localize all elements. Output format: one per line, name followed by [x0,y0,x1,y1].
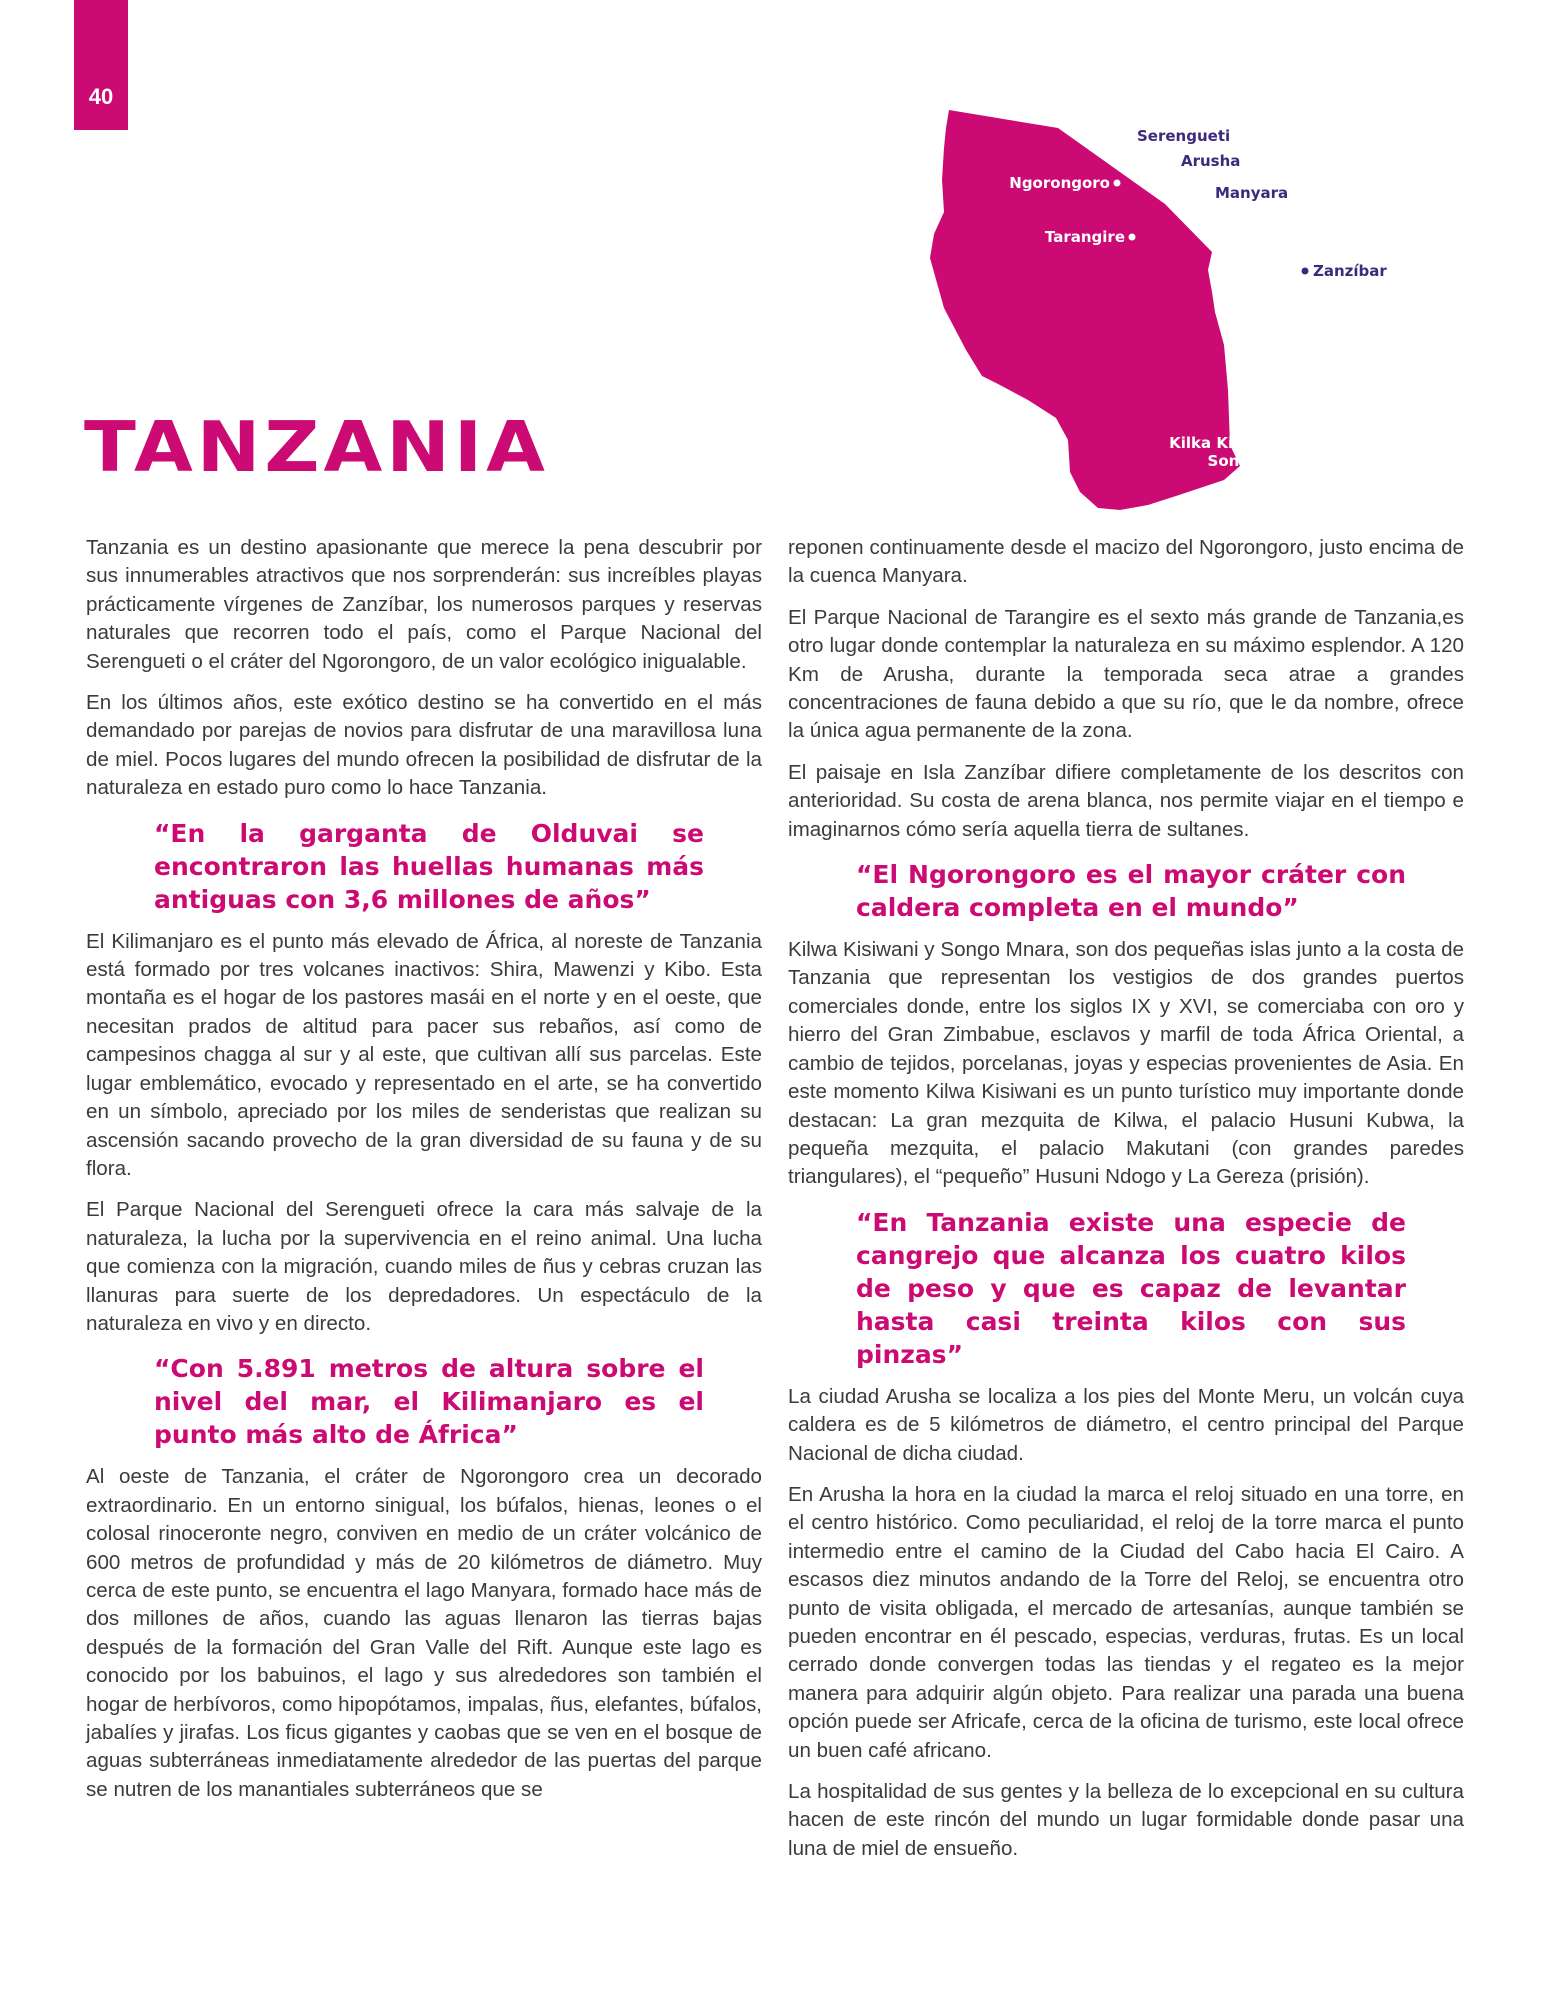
arusha-label: Arusha [1181,152,1241,170]
arusha-dot [1168,174,1175,181]
paragraph: Kilwa Kisiwani y Songo Mnara, son dos pequeñas islas junto a la costa de Tanzania que representan los vestigios de dos grandes puertos comerciales donde, entre los siglos IX y XVI, se comerciaba con oro y hierro del Gran Zimbabue, esclavos y marfil de toda África Oriental, a cambio de tejidos, porcelanas, joyas y especias provenientes de Asia. En este momento Kilwa Kisiwani es un punto turístico muy importante donde destacan: La gran mezquita de Kilwa, el palacio Husuni Kubwa, la pequeña mezquita, el palacio Makutani (con grandes paredes triangulares), el “pequeño” Husuni Ndogo y La Gereza (prisión). [788,938,1464,1189]
paragraph: reponen continuamente desde el macizo del Ngorongoro, justo encima de la cuenca Manyara. [788,536,1464,588]
paragraph: Tanzania es un destino apasionante que merece la pena descubrir por sus innumerables atractivos que nos sorprenderán: sus increíbles playas prácticamente vírgenes de Zanzíbar, los numerosos parques y reservas naturales que recorren todo el país, como el Parque Nacional del Serengueti o el cráter del Ngorongoro, de un valor ecológico inigualable. [86,536,762,673]
manyara-label: Manyara [1215,184,1289,202]
tarangire-dot [1129,234,1136,241]
ngorongoro-label: Ngorongoro [1009,174,1110,192]
serengueti-dot [1127,143,1134,150]
paragraph: La hospitalidad de sus gentes y la belleza de lo excepcional en su cultura hacen de este rincón del mundo un lugar formidable donde pasar una luna de miel de ensueño. [788,1780,1464,1860]
paragraph: El paisaje en Isla Zanzíbar difiere completamente de los descritos con anterioridad. Su costa de arena blanca, nos permite viajar en el tiempo e imaginarnos cómo sería aquella tierra de sultanes. [788,760,1464,841]
right-column [788,534,1464,1876]
serengueti-label: Serengueti [1137,127,1231,145]
paragraph: En Arusha la hora en la ciudad la marca el reloj situado en una torre, en el centro histórico. Como peculiaridad, el reloj de la torre marca el punto intermedio entre el camino de la Ciudad del Cabo hacia El Cairo. A escasos diez minutos andando de la Torre del Reloj, se encuentra otro punto de visita obligada, el mercado de artesanías, aunque también se pueden encontrar en él pescado, especias, verduras, frutas. Es un local cerrado donde convergen todas las tiendas y el regateo es la mejor manera para adquirir algún objeto. Para realizar una parada una buena opción puede ser Africafe, cerca de la oficina de turismo, este local ofrece un buen café africano. [788,1482,1464,1762]
songo-dot [1312,458,1319,465]
page-number-tab [74,0,128,130]
pull-quote: “El Ngorongoro es el mayor cráter con caldera completa en el mundo” [856,860,1406,923]
manyara-dot [1203,195,1210,202]
zanzibar-label: Zanzíbar [1313,262,1387,280]
songo-mnara-label [1208,452,1308,470]
page-title: TANZANIA [84,405,549,488]
pull-quote: “Con 5.891 metros de altura sobre el nivel del mar, el Kilimanjaro es el punto más alto de África” [154,1354,704,1450]
pull-quote: “En Tanzania existe una especie de cangrejo que alcanza los cuatro kilos de peso y que es capaz de levantar hasta casi treinta kilos con sus pinzas” [856,1207,1406,1369]
tanzania-map [930,100,1387,530]
left-column [86,534,762,1817]
paragraph: En los últimos años, este exótico destino se ha convertido en el más demandado por parejas de novios para disfrutar de una maravillosa luna de miel. Pocos lugares del mundo ofrecen la posibilidad de disfrutar de la naturaleza en estado puro como lo hace Tanzania. [86,691,762,800]
pull-quote: “En la garganta de Olduvai se encontraron las huellas humanas más antiguas con 3,6 millones de años” [154,818,704,914]
zanzibar-dot [1302,268,1309,275]
paragraph: El Kilimanjaro es el punto más elevado de África, al noreste de Tanzania está formado por tres volcanes inactivos: Shira, Mawenzi y Kibo. Esta montaña es el hogar de los pastores masái en el norte y en el oeste, que necesitan prados de altitud para pacer sus rebaños, así como de campesinos chagga al sur y al este, que cultivan allí sus parcelas. Este lugar emblemático, evocado y representado en el arte, se ha convertido en un símbolo, apreciado por los miles de senderistas que realizan su ascensión sacando provecho de la gran diversidad de su fauna y de su flora. [86,929,762,1180]
paragraph: Al oeste de Tanzania, el cráter de Ngorongoro crea un decorado extraordinario. En un entorno sinigual, los búfalos, hienas, leones o el colosal rinoceronte negro, conviven en medio de un cráter volcánico de 600 metros de profundidad y más de 20 kilómetros de diámetro. Muy cerca de este punto, se encuentra el lago Manyara, formado hace más de dos millones de años, cuando las aguas llenaron las tierras bajas después de la formación del Gran Valle del Rift. Aunque este lago es conocido por los babuinos, el lago y sus alrededores son también el hogar de herbívoros, como hipopótamos, impalas, ñus, elefantes, búfalos, jabalíes y jirafas. Los ficus gigantes y caobas que se ven en el bosque de aguas subterráneas inmediatamente alrededor de las puertas del parque se nutren de los manantiales subterráneos que se [86,1465,762,1801]
songo-label: Songo [1207,452,1261,470]
paragraph: El Parque Nacional de Tarangire es el sexto más grande de Tanzania,es otro lugar donde contemplar la naturaleza en su máximo esplendor. A 120 Km de Arusha, durante la temporada seca atrae a grandes concentraciones de fauna debido a que su río, que le da nombre, ofrece la única agua permanente de la zona. [788,605,1464,743]
ngorongoro-dot [1114,180,1121,187]
kilka-label: Kilka Kisiwani [1169,434,1287,452]
kilka-dot [1291,440,1298,447]
page-number: 40 [88,84,114,109]
paragraph: La ciudad Arusha se localiza a los pies del Monte Meru, un volcán cuya caldera es de 5 kilómetros de diámetro, el centro principal del Parque Nacional de dicha ciudad. [788,1384,1464,1465]
paragraph: El Parque Nacional del Serengueti ofrece la cara más salvaje de la naturaleza, la lucha por la supervivencia en el reino animal. Una lucha que comienza con la migración, cuando miles de ñus y cebras cruzan las llanuras para suerte de los depredadores. Un espectáculo de la naturaleza en vivo y en directo. [86,1198,762,1335]
tarangire-label: Tarangire [1044,228,1125,246]
mnara-label: Mnara [1265,455,1308,469]
